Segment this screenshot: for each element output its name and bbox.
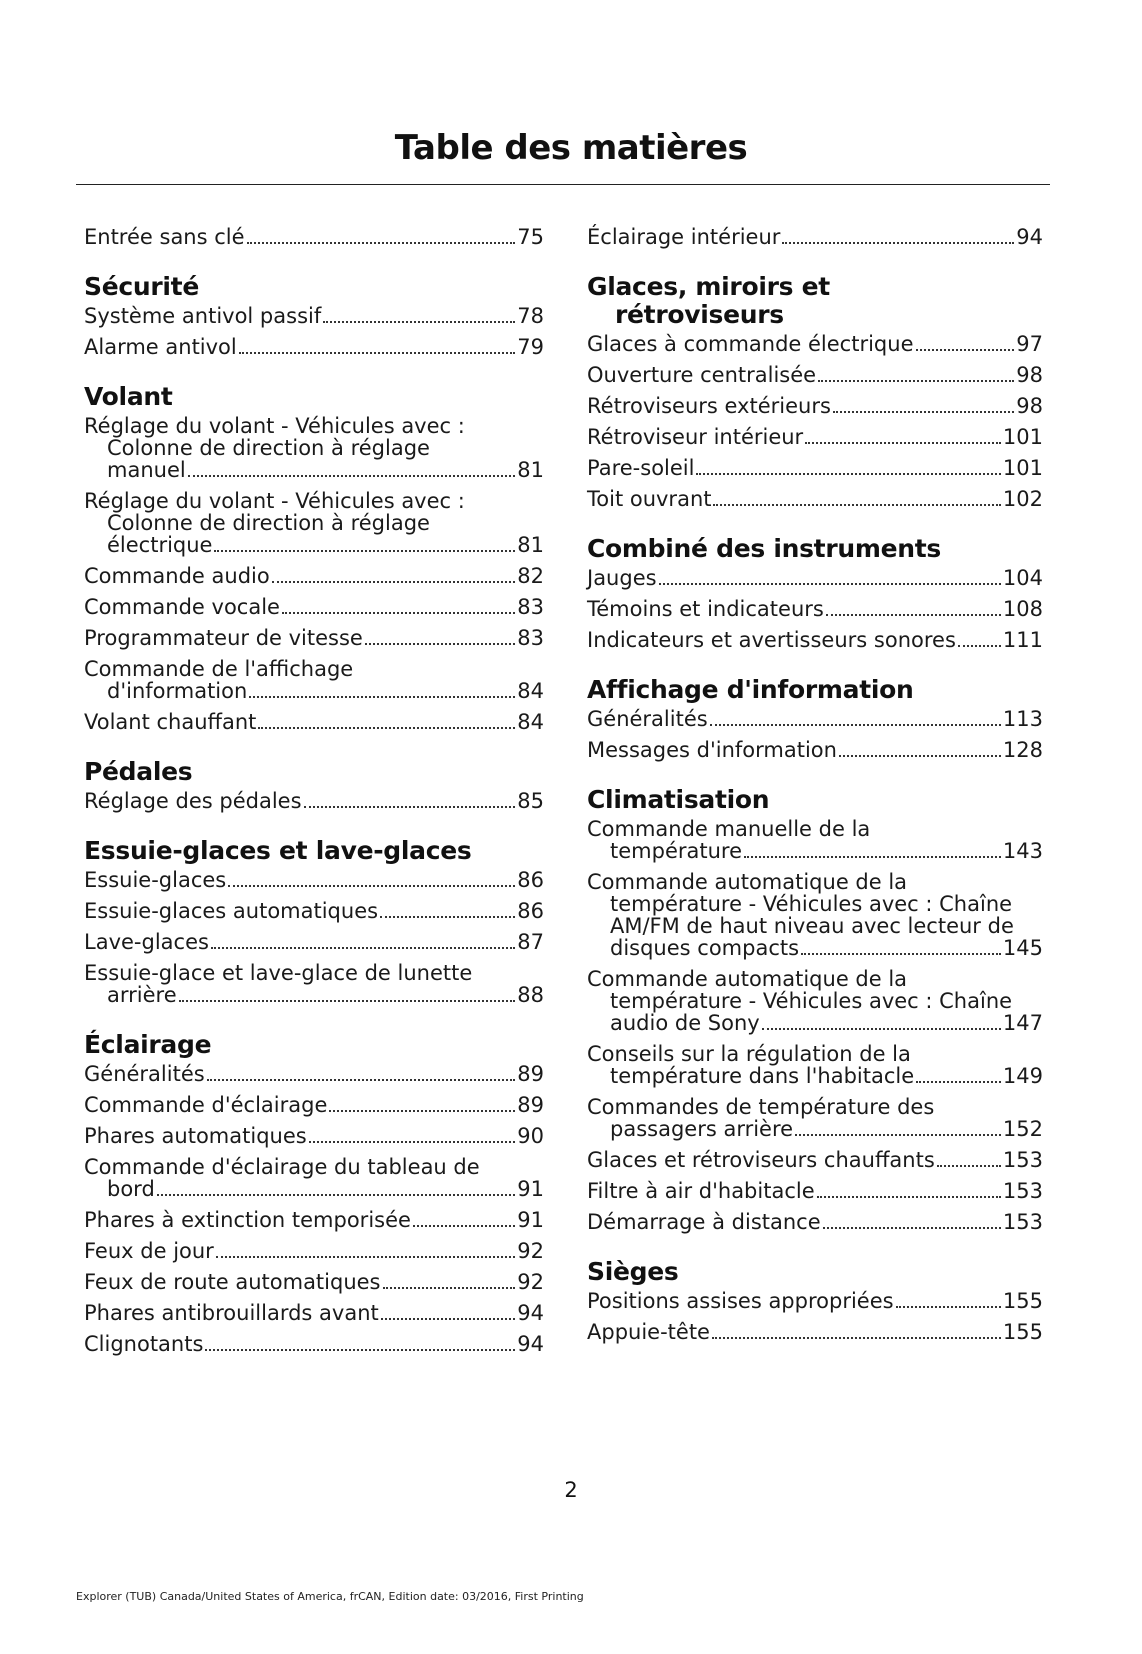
toc-entry-page: 92 bbox=[517, 1239, 544, 1263]
toc-entry-label: Jauges bbox=[587, 566, 657, 590]
toc-entry-label: passagers arrière bbox=[610, 1117, 794, 1141]
toc-entry-page: 83 bbox=[517, 626, 544, 650]
dot-leader bbox=[228, 885, 515, 887]
dot-leader bbox=[247, 242, 516, 244]
toc-entry[interactable] bbox=[84, 565, 544, 588]
dot-leader bbox=[795, 1134, 1001, 1136]
dot-leader bbox=[762, 1028, 1001, 1030]
toc-entry-label: Éclairage intérieur bbox=[587, 225, 781, 249]
toc-entry-leader-row bbox=[84, 790, 544, 813]
toc-entry-leader-row bbox=[84, 627, 544, 650]
dot-leader bbox=[659, 583, 1001, 585]
toc-entry[interactable] bbox=[587, 226, 1043, 249]
toc-entry[interactable] bbox=[587, 1211, 1043, 1234]
toc-entry-page: 149 bbox=[1002, 1064, 1043, 1088]
toc-entry-label: Entrée sans clé bbox=[84, 225, 245, 249]
page-title: Table des matières bbox=[394, 128, 748, 168]
dot-leader bbox=[937, 1165, 1001, 1167]
toc-entry-label: électrique bbox=[107, 533, 213, 557]
toc-entry-label: Volant chauffant bbox=[84, 710, 257, 734]
toc-entry-page: 98 bbox=[1016, 363, 1043, 387]
toc-entry-leader-row bbox=[84, 984, 544, 1007]
toc-entry-line: température - Véhicules avec : Chaîne bbox=[610, 989, 1013, 1013]
toc-entry-leader-row bbox=[587, 598, 1043, 621]
toc-entry[interactable] bbox=[84, 1302, 544, 1325]
page-number: 2 bbox=[564, 1478, 578, 1502]
toc-entry[interactable] bbox=[84, 1271, 544, 1294]
toc-entry-leader-row bbox=[84, 534, 544, 557]
toc-section bbox=[84, 383, 544, 734]
toc-entry-label: Témoins et indicateurs bbox=[587, 597, 824, 621]
toc-entry[interactable] bbox=[587, 1149, 1043, 1172]
toc-entry-page: 86 bbox=[517, 899, 544, 923]
toc-entry-page: 101 bbox=[1002, 456, 1043, 480]
toc-entry[interactable] bbox=[587, 426, 1043, 449]
toc-entry[interactable] bbox=[84, 415, 544, 482]
toc-entry-page: 89 bbox=[517, 1062, 544, 1086]
section-heading-line: Affichage d'information bbox=[587, 675, 914, 704]
toc-entry-page: 85 bbox=[517, 789, 544, 813]
toc-entry-page: 89 bbox=[517, 1093, 544, 1117]
toc-entry-label: manuel bbox=[107, 458, 186, 482]
toc-entry-label: Alarme antivol bbox=[84, 335, 237, 359]
dot-leader bbox=[710, 724, 1001, 726]
toc-entry-page: 143 bbox=[1002, 839, 1043, 863]
dot-leader bbox=[365, 643, 515, 645]
toc-entry-label: Rétroviseurs extérieurs bbox=[587, 394, 831, 418]
toc-entry-line: Commande manuelle de la bbox=[587, 817, 871, 841]
toc-entry[interactable] bbox=[84, 900, 544, 923]
toc-column-left bbox=[84, 226, 544, 1364]
toc-entry-leader-row bbox=[84, 1240, 544, 1263]
toc-entry-leader-row bbox=[84, 1209, 544, 1232]
toc-entry-leader-row bbox=[84, 1063, 544, 1086]
toc-entry-label: Phares automatiques bbox=[84, 1124, 307, 1148]
toc-entry-label: Appuie-tête bbox=[587, 1320, 710, 1344]
toc-entry[interactable] bbox=[84, 490, 544, 557]
toc-entry-page: 92 bbox=[517, 1270, 544, 1294]
toc-entry-label: température dans l'habitacle bbox=[610, 1064, 915, 1088]
dot-leader bbox=[916, 349, 1015, 351]
toc-entry[interactable] bbox=[84, 1209, 544, 1232]
toc-entry-page: 94 bbox=[1016, 225, 1043, 249]
toc-entry-line: AM/FM de haut niveau avec lecteur de bbox=[610, 914, 1014, 938]
section-heading bbox=[84, 1031, 544, 1059]
toc-entry-leader-row bbox=[587, 1149, 1043, 1172]
toc-section bbox=[587, 1258, 1043, 1344]
toc-entry-page: 153 bbox=[1002, 1210, 1043, 1234]
toc-entry-page: 128 bbox=[1002, 738, 1043, 762]
dot-leader bbox=[817, 1196, 1001, 1198]
toc-entry-page: 145 bbox=[1002, 936, 1043, 960]
toc-entry-page: 90 bbox=[517, 1124, 544, 1148]
dot-leader bbox=[282, 612, 515, 614]
dot-leader bbox=[713, 504, 1000, 506]
toc-entry[interactable] bbox=[587, 1321, 1043, 1344]
toc-entry-leader-row bbox=[84, 565, 544, 588]
title-rule bbox=[76, 184, 1050, 185]
toc-entry-label: Essuie-glaces bbox=[84, 868, 227, 892]
dot-leader bbox=[839, 755, 1001, 757]
toc-entry[interactable] bbox=[84, 1240, 544, 1263]
toc-entry-page: 97 bbox=[1016, 332, 1043, 356]
toc-entry-leader-row bbox=[84, 1271, 544, 1294]
toc-entry-line: Réglage du volant - Véhicules avec : bbox=[84, 489, 465, 513]
section-heading-line: Éclairage bbox=[84, 1030, 212, 1059]
toc-entry[interactable] bbox=[587, 629, 1043, 652]
toc-entry-label: Système antivol passif bbox=[84, 304, 322, 328]
toc-entry-leader-row bbox=[84, 869, 544, 892]
toc-entry[interactable] bbox=[587, 457, 1043, 480]
toc-entry-label: Pare-soleil bbox=[587, 456, 695, 480]
toc-entry-line: Commande de l'affichage bbox=[84, 657, 354, 681]
toc-entry-page: 94 bbox=[517, 1332, 544, 1356]
toc-entry-label: Phares antibrouillards avant bbox=[84, 1301, 379, 1325]
toc-entry-label: Clignotants bbox=[84, 1332, 204, 1356]
section-heading bbox=[84, 758, 544, 786]
dot-leader bbox=[304, 806, 516, 808]
dot-leader bbox=[744, 856, 1001, 858]
toc-entry-page: 102 bbox=[1002, 487, 1043, 511]
toc-entry-label: Commande vocale bbox=[84, 595, 280, 619]
dot-leader bbox=[958, 645, 1001, 647]
toc-entry-leader-row bbox=[587, 1321, 1043, 1344]
toc-entry-leader-row bbox=[587, 567, 1043, 590]
dot-leader bbox=[329, 1110, 515, 1112]
toc-entry-label: Rétroviseur intérieur bbox=[587, 425, 804, 449]
toc-entry-label: Feux de jour bbox=[84, 1239, 214, 1263]
toc-entry-label: Lave-glaces bbox=[84, 930, 209, 954]
dot-leader bbox=[258, 727, 515, 729]
toc-entry-leader-row bbox=[587, 364, 1043, 387]
toc-entry-leader-row bbox=[84, 1178, 544, 1201]
toc-entry-page: 155 bbox=[1002, 1289, 1043, 1313]
toc-section bbox=[84, 226, 544, 249]
dot-leader bbox=[383, 1287, 516, 1289]
toc-entry-page: 81 bbox=[517, 533, 544, 557]
toc-entry-leader-row bbox=[587, 488, 1043, 511]
toc-entry[interactable] bbox=[84, 1063, 544, 1086]
toc-section bbox=[587, 226, 1043, 249]
toc-entry-page: 86 bbox=[517, 868, 544, 892]
toc-entry-label: Messages d'information bbox=[587, 738, 837, 762]
section-heading bbox=[84, 383, 544, 411]
toc-entry-label: disques compacts bbox=[610, 936, 800, 960]
dot-leader bbox=[826, 614, 1001, 616]
toc-section bbox=[587, 273, 1043, 511]
toc-entry-leader-row bbox=[587, 1211, 1043, 1234]
toc-entry-line: Réglage du volant - Véhicules avec : bbox=[84, 414, 465, 438]
toc-entry-line: Commande automatique de la bbox=[587, 967, 908, 991]
section-heading-line: Pédales bbox=[84, 757, 193, 786]
dot-leader bbox=[896, 1306, 1001, 1308]
toc-entry-label: Généralités bbox=[84, 1062, 205, 1086]
toc-entry[interactable] bbox=[587, 968, 1043, 1035]
section-heading-line: Volant bbox=[84, 382, 173, 411]
dot-leader bbox=[211, 947, 515, 949]
toc-entry-line: Commande d'éclairage du tableau de bbox=[84, 1155, 480, 1179]
toc-entry-page: 81 bbox=[517, 458, 544, 482]
toc-entry[interactable] bbox=[587, 818, 1043, 863]
toc-entry-line: Essuie-glace et lave-glace de lunette bbox=[84, 961, 473, 985]
toc-section bbox=[587, 786, 1043, 1234]
section-heading bbox=[84, 837, 544, 865]
toc-entry-page: 147 bbox=[1002, 1011, 1043, 1035]
toc-entry-page: 98 bbox=[1016, 394, 1043, 418]
toc-entry-leader-row bbox=[587, 1118, 1043, 1141]
toc-entry-leader-row bbox=[84, 1125, 544, 1148]
dot-leader bbox=[207, 1079, 516, 1081]
dot-leader bbox=[249, 696, 515, 698]
toc-entry-label: Essuie-glaces automatiques bbox=[84, 899, 379, 923]
toc-entry[interactable] bbox=[84, 305, 544, 328]
toc-entry-line: Commande automatique de la bbox=[587, 870, 908, 894]
toc-entry[interactable] bbox=[84, 627, 544, 650]
toc-entry-line: Colonne de direction à réglage bbox=[107, 436, 430, 460]
toc-entry-leader-row bbox=[84, 1333, 544, 1356]
footer-edition: Explorer (TUB) Canada/United States of America, frCAN, Edition date: 03/2016, First Printing bbox=[76, 1590, 584, 1603]
dot-leader bbox=[239, 352, 516, 354]
toc-entry-leader-row bbox=[587, 426, 1043, 449]
toc-entry-leader-row bbox=[84, 305, 544, 328]
toc-section bbox=[84, 758, 544, 813]
dot-leader bbox=[188, 475, 516, 477]
section-heading-line: Glaces, miroirs et bbox=[587, 272, 830, 301]
dot-leader bbox=[413, 1225, 515, 1227]
toc-entry-leader-row bbox=[587, 1012, 1043, 1035]
toc-entry-line: Colonne de direction à réglage bbox=[107, 511, 430, 535]
section-heading-line: rétroviseurs bbox=[615, 300, 784, 329]
toc-entry-leader-row bbox=[84, 1302, 544, 1325]
toc-entry-leader-row bbox=[84, 596, 544, 619]
toc-entry-leader-row bbox=[587, 333, 1043, 356]
section-heading-line: Essuie-glaces et lave-glaces bbox=[84, 836, 472, 865]
section-heading bbox=[587, 1258, 1043, 1286]
toc-entry-line: température - Véhicules avec : Chaîne bbox=[610, 892, 1013, 916]
toc-section bbox=[84, 1031, 544, 1356]
section-heading-line: Sièges bbox=[587, 1257, 679, 1286]
dot-leader bbox=[833, 411, 1014, 413]
toc-entry-leader-row bbox=[587, 226, 1043, 249]
toc-entry[interactable] bbox=[587, 739, 1043, 762]
dot-leader bbox=[712, 1337, 1001, 1339]
toc-entry[interactable] bbox=[84, 336, 544, 359]
dot-leader bbox=[214, 550, 515, 552]
section-heading-line: Sécurité bbox=[84, 272, 199, 301]
toc-entry-label: bord bbox=[107, 1177, 155, 1201]
section-heading bbox=[587, 786, 1043, 814]
section-heading bbox=[587, 273, 1043, 329]
toc-entry-leader-row bbox=[587, 708, 1043, 731]
toc-entry[interactable] bbox=[84, 711, 544, 734]
toc-entry-page: 78 bbox=[517, 304, 544, 328]
toc-entry-page: 155 bbox=[1002, 1320, 1043, 1344]
toc-entry[interactable] bbox=[587, 598, 1043, 621]
toc-entry[interactable] bbox=[587, 1043, 1043, 1088]
toc-entry-label: Glaces à commande électrique bbox=[587, 332, 914, 356]
toc-entry-label: Positions assises appropriées bbox=[587, 1289, 894, 1313]
toc-entry[interactable] bbox=[84, 962, 544, 1007]
toc-entry-page: 108 bbox=[1002, 597, 1043, 621]
toc-entry-label: Phares à extinction temporisée bbox=[84, 1208, 411, 1232]
toc-entry[interactable] bbox=[587, 1180, 1043, 1203]
section-heading bbox=[587, 676, 1043, 704]
toc-entry-page: 84 bbox=[517, 679, 544, 703]
toc-entry-leader-row bbox=[84, 459, 544, 482]
toc-entry[interactable] bbox=[587, 395, 1043, 418]
toc-entry-label: Indicateurs et avertisseurs sonores bbox=[587, 628, 956, 652]
toc-entry-label: Commande audio bbox=[84, 564, 270, 588]
toc-entry-label: Généralités bbox=[587, 707, 708, 731]
toc-entry-label: Programmateur de vitesse bbox=[84, 626, 363, 650]
dot-leader bbox=[323, 321, 515, 323]
section-heading-line: Combiné des instruments bbox=[587, 534, 941, 563]
toc-entry-label: Démarrage à distance bbox=[587, 1210, 821, 1234]
toc-entry-label: Toit ouvrant bbox=[587, 487, 712, 511]
toc-entry-page: 153 bbox=[1002, 1148, 1043, 1172]
toc-entry-page: 79 bbox=[517, 335, 544, 359]
toc-entry[interactable] bbox=[587, 567, 1043, 590]
toc-entry-line: Conseils sur la régulation de la bbox=[587, 1042, 911, 1066]
toc-entry[interactable] bbox=[587, 871, 1043, 960]
toc-entry-leader-row bbox=[587, 457, 1043, 480]
dot-leader bbox=[381, 1318, 516, 1320]
toc-entry[interactable] bbox=[84, 658, 544, 703]
toc-entry-page: 83 bbox=[517, 595, 544, 619]
toc-entry[interactable] bbox=[587, 1290, 1043, 1313]
toc-entry-page: 113 bbox=[1002, 707, 1043, 731]
toc-entry-leader-row bbox=[84, 1094, 544, 1117]
toc-entry[interactable] bbox=[587, 333, 1043, 356]
toc-entry-line: Commandes de température des bbox=[587, 1095, 935, 1119]
toc-entry-page: 84 bbox=[517, 710, 544, 734]
toc-entry-page: 87 bbox=[517, 930, 544, 954]
dot-leader bbox=[179, 1000, 516, 1002]
toc-entry-label: arrière bbox=[107, 983, 177, 1007]
toc-entry[interactable] bbox=[84, 1333, 544, 1356]
toc-entry[interactable] bbox=[587, 708, 1043, 731]
toc-entry-page: 75 bbox=[517, 225, 544, 249]
toc-section bbox=[587, 676, 1043, 762]
toc-entry-leader-row bbox=[587, 629, 1043, 652]
toc-entry-page: 104 bbox=[1002, 566, 1043, 590]
toc-entry-leader-row bbox=[587, 840, 1043, 863]
section-heading bbox=[587, 535, 1043, 563]
section-heading-line: Climatisation bbox=[587, 785, 770, 814]
toc-entry-leader-row bbox=[84, 900, 544, 923]
toc-column-right bbox=[587, 226, 1043, 1352]
dot-leader bbox=[157, 1194, 515, 1196]
dot-leader bbox=[380, 916, 515, 918]
dot-leader bbox=[309, 1141, 516, 1143]
toc-section bbox=[84, 837, 544, 1007]
toc-entry-leader-row bbox=[84, 711, 544, 734]
dot-leader bbox=[272, 581, 516, 583]
toc-entry[interactable] bbox=[84, 931, 544, 954]
toc-entry[interactable] bbox=[84, 790, 544, 813]
toc-entry-page: 153 bbox=[1002, 1179, 1043, 1203]
toc-entry-page: 94 bbox=[517, 1301, 544, 1325]
toc-entry-leader-row bbox=[587, 1290, 1043, 1313]
toc-entry[interactable] bbox=[84, 226, 544, 249]
toc-entry-page: 82 bbox=[517, 564, 544, 588]
toc-entry-page: 152 bbox=[1002, 1117, 1043, 1141]
toc-entry-label: audio de Sony bbox=[610, 1011, 760, 1035]
toc-entry-label: Filtre à air d'habitacle bbox=[587, 1179, 815, 1203]
dot-leader bbox=[805, 442, 1001, 444]
toc-entry-leader-row bbox=[84, 680, 544, 703]
toc-entry-page: 91 bbox=[517, 1177, 544, 1201]
toc-entry-label: d'information bbox=[107, 679, 248, 703]
toc-section bbox=[84, 273, 544, 359]
toc-entry-label: Feux de route automatiques bbox=[84, 1270, 381, 1294]
toc-entry[interactable] bbox=[587, 364, 1043, 387]
toc-section bbox=[587, 535, 1043, 652]
toc-entry-leader-row bbox=[84, 931, 544, 954]
toc-entry[interactable] bbox=[84, 1094, 544, 1117]
dot-leader bbox=[916, 1081, 1001, 1083]
dot-leader bbox=[782, 242, 1014, 244]
toc-entry-label: Ouverture centralisée bbox=[587, 363, 817, 387]
toc-entry-page: 111 bbox=[1002, 628, 1043, 652]
toc-entry-leader-row bbox=[587, 1065, 1043, 1088]
toc-entry[interactable] bbox=[84, 1156, 544, 1201]
toc-entry-leader-row bbox=[587, 395, 1043, 418]
toc-entry-page: 91 bbox=[517, 1208, 544, 1232]
toc-entry[interactable] bbox=[84, 596, 544, 619]
toc-entry-leader-row bbox=[84, 336, 544, 359]
dot-leader bbox=[216, 1256, 515, 1258]
dot-leader bbox=[823, 1227, 1001, 1229]
section-heading bbox=[84, 273, 544, 301]
toc-entry[interactable] bbox=[84, 869, 544, 892]
toc-entry-leader-row bbox=[587, 937, 1043, 960]
toc-entry-leader-row bbox=[84, 226, 544, 249]
toc-entry-leader-row bbox=[587, 739, 1043, 762]
toc-entry-label: Glaces et rétroviseurs chauffants bbox=[587, 1148, 935, 1172]
dot-leader bbox=[696, 473, 1000, 475]
toc-entry-label: Réglage des pédales bbox=[84, 789, 302, 813]
toc-entry[interactable] bbox=[587, 488, 1043, 511]
toc-entry-label: Commande d'éclairage bbox=[84, 1093, 328, 1117]
dot-leader bbox=[205, 1349, 515, 1351]
toc-entry-leader-row bbox=[587, 1180, 1043, 1203]
toc-entry[interactable] bbox=[587, 1096, 1043, 1141]
toc-entry[interactable] bbox=[84, 1125, 544, 1148]
dot-leader bbox=[818, 380, 1014, 382]
toc-entry-page: 101 bbox=[1002, 425, 1043, 449]
toc-entry-label: température bbox=[610, 839, 742, 863]
dot-leader bbox=[801, 953, 1001, 955]
toc-entry-page: 88 bbox=[517, 983, 544, 1007]
